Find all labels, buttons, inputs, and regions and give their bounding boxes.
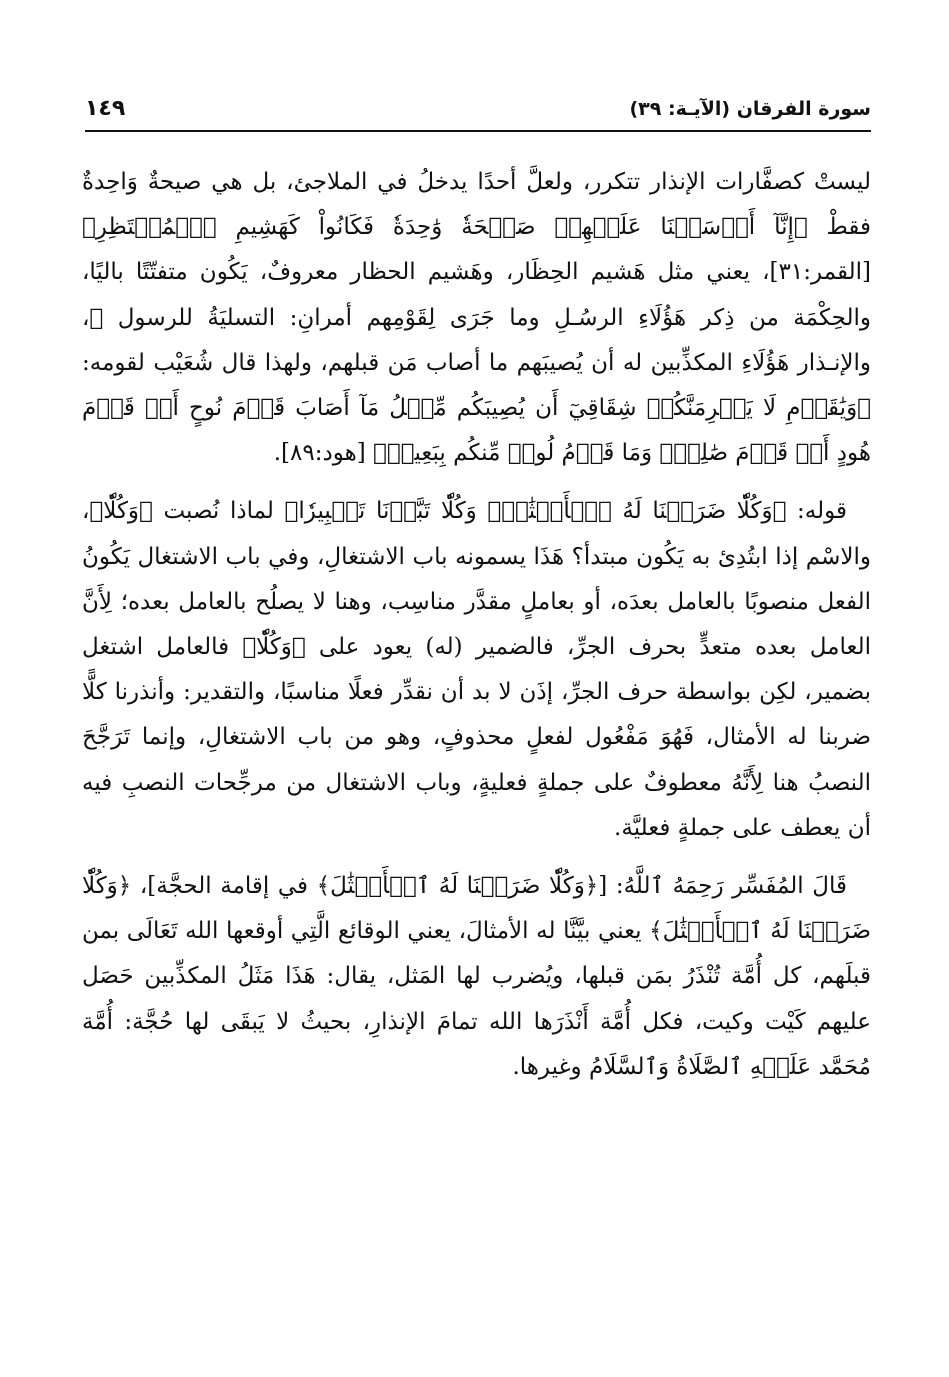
page-body [82,160,871,1090]
page-number: ١٤٩ [85,96,126,121]
page-header [85,92,871,132]
paragraph-1: ليستْ كصفَّارات الإنذار تتكرر، ولعلَّ أحدًا يدخلُ في الملاجئ، بل هي صيحةٌ وَاحِدةٌ فقطْ ﴿إِنَّآ أَرۡسَلۡنَا عَلَيۡهِمۡ صَيۡحَةٗ وَٰحِدَةٗ فَكَانُواْ كَهَشِيمِ ٱلۡمُحۡتَظِرِ﴾ [القمر:٣١]، يعني مثل هَشيم الحِظَار، وهَشيم الحظار معروفٌ، يَكُون متفتّتًا باليًا، والحِكْمَة من ذِكر هَؤُلَاءِ الرسُـلِ وما جَرَى لِقَوْمِهم أمرانِ: التسليَةُ للرسول ﷺ، والإنـذار هَؤُلَاءِ المكذِّبين له أن يُصيبَهم ما أصاب مَن قبلهم، ولهذا قال شُعَيْب لقومه: ﴿وَيَٰقَوۡمِ لَا يَجۡرِمَنَّكُمۡ شِقَاقِيٓ أَن يُصِيبَكُم مِّثۡلُ مَآ أَصَابَ قَوۡمَ نُوحٍ أَوۡ قَوۡمَ هُودٍ أَوۡ قَوۡمَ صَٰلِحٖۚ وَمَا قَوۡمُ لُوطٖ مِّنكُم بِبَعِيدٖ﴾ [هود:٨٩]. [82,169,871,467]
paragraph-3: قَالَ المُفَسِّر رَحِمَهُ ٱللَّهُ: [﴿وَكُلّٗا ضَرَبۡنَا لَهُ ٱلۡأَمۡثَٰلَ﴾ في إقامة الحجَّة]، ﴿وَكُلّٗا ضَرَبۡنَا لَهُ ٱلۡأَمۡثَٰلَ﴾ يعني بيَّنَّا له الأمثالَ، يعني الوقائع الَّتِي أوقعها الله تَعَالَى بمن قبلَهم، كل أُمَّة تُنْذَرُ بمَن قبلها، ويُضرب لها المَثل، يقال: هَذَا مَثَلُ المكذِّبين حَصَل عليهم كَيْت وكيت، فكل أُمَّة أَنْذَرَها الله تمامَ الإنذارِ، بحيثُ لا يَبقَى لها حُجَّة: أُمَّة مُحَمَّد عَلَيۡهِ ٱلصَّلَاةُ وَٱلسَّلَامُ وغيرها. [82,873,871,1080]
paragraph-2: قوله: ﴿وَكُلّٗا ضَرَبۡنَا لَهُ ٱلۡأَمۡثَٰلَۖ وَكُلّٗا تَبَّرۡنَا تَتۡبِيرٗا﴾ لماذا نُصبت ﴿وَكُلّٗا﴾، والاسْم إذا ابتُدِئ به يَكُون مبتدأ؟ هَذَا يسمونه باب الاشتغالِ، وفي باب الاشتغال يَكُونُ الفعل منصوبًا بالعامل بعدَه، أو بعاملٍ مقدَّر مناسِب، وهنا لا يصلُح بالعامل بعده؛ لِأَنَّ العامل بعده متعدٍّ بحرف الجرِّ، فالضمير (له) يعود على ﴿وَكُلّٗا﴾ فالعامل اشتغل بضمير، لكِن بواسطة حرف الجرِّ، إذَن لا بد أن نقدِّر فعلًا مناسبًا، والتقدير: وأنذرنا كلًّا ضربنا له الأمثال، فَهُوَ مَفْعُول لفعلٍ محذوفٍ، وهو من باب الاشتغالِ، وإنما تَرَجَّحَ النصبُ هنا لِأَنَّهُ معطوفٌ على جملةٍ فعليةٍ، وباب الاشتغال من مرجِّحات النصبِ فيه أن يعطف على جملةٍ فعليَّة. [82,498,872,841]
header-rule [85,130,871,132]
running-title: سورة الفرقان (الآيـة: ٣٩) [629,98,871,120]
